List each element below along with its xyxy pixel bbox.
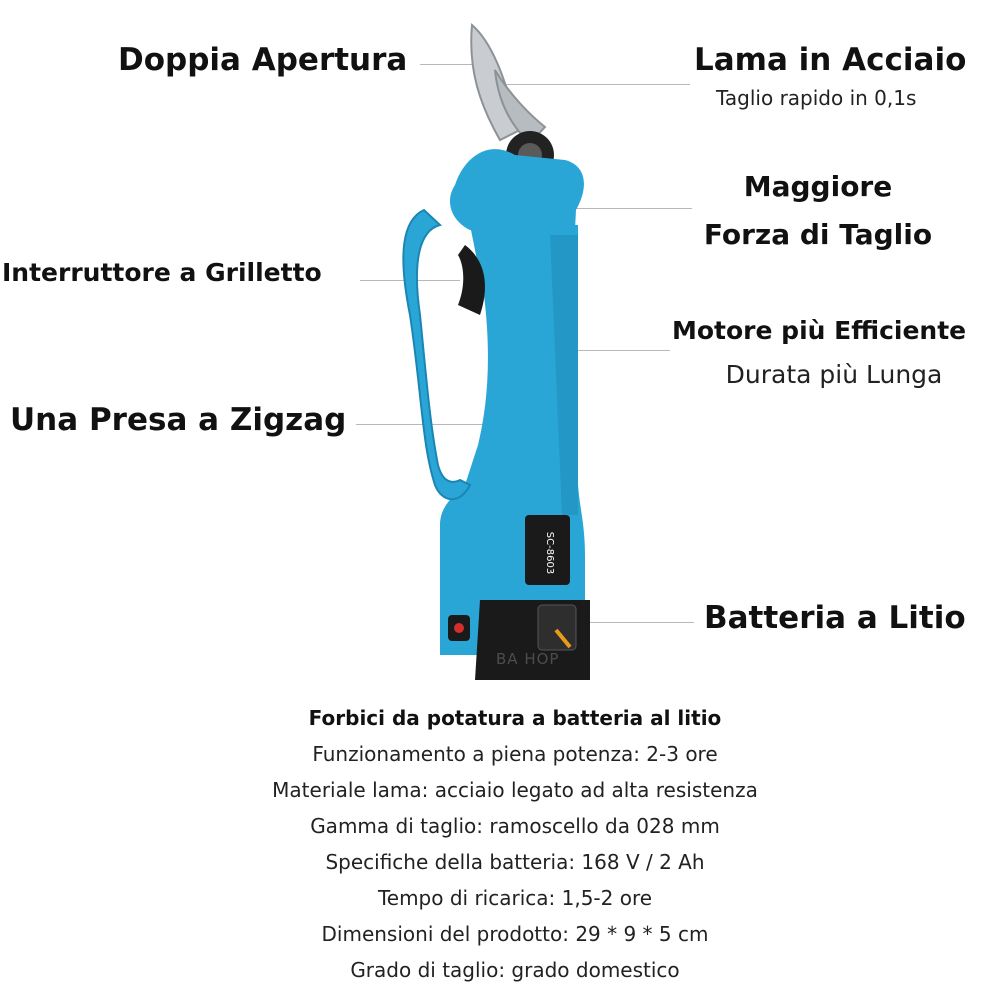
- head-housing: [450, 149, 584, 230]
- power-indicator: [454, 623, 464, 633]
- spec-line: Grado di taglio: grado domestico: [350, 958, 680, 982]
- pruning-shears-svg: [380, 15, 620, 695]
- watermark: BA HOP: [496, 650, 560, 668]
- label-motore: Motore più Efficiente: [672, 316, 967, 345]
- sublabel-lama: Taglio rapido in 0,1s: [716, 86, 917, 110]
- pruning-shears-illustration: [380, 15, 620, 699]
- label-maggiore-2: Forza di Taglio: [703, 218, 933, 251]
- spec-line: Materiale lama: acciaio legato ad alta resistenza: [272, 778, 758, 802]
- specs-title: Forbici da potatura a batteria al litio: [308, 706, 722, 730]
- spec-line: Funzionamento a piena potenza: 2-3 ore: [312, 742, 718, 766]
- label-presa: Una Presa a Zigzag: [10, 402, 347, 438]
- label-batteria: Batteria a Litio: [704, 600, 966, 636]
- battery-icon: [538, 605, 576, 650]
- label-doppia-apertura: Doppia Apertura: [118, 42, 408, 78]
- spec-line: Gamma di taglio: ramoscello da 028 mm: [310, 814, 720, 838]
- spec-line: Specifiche della batteria: 168 V / 2 Ah: [325, 850, 705, 874]
- label-interruttore: Interruttore a Grilletto: [2, 258, 322, 287]
- spec-line: Tempo di ricarica: 1,5-2 ore: [377, 886, 653, 910]
- model-label: SC-8603: [544, 531, 555, 575]
- label-maggiore-1: Maggiore: [743, 170, 893, 203]
- sublabel-motore: Durata più Lunga: [725, 360, 943, 389]
- specs-block: [170, 700, 860, 988]
- label-lama-acciaio: Lama in Acciaio: [694, 42, 967, 78]
- spec-line: Dimensioni del prodotto: 29 * 9 * 5 cm: [321, 922, 709, 946]
